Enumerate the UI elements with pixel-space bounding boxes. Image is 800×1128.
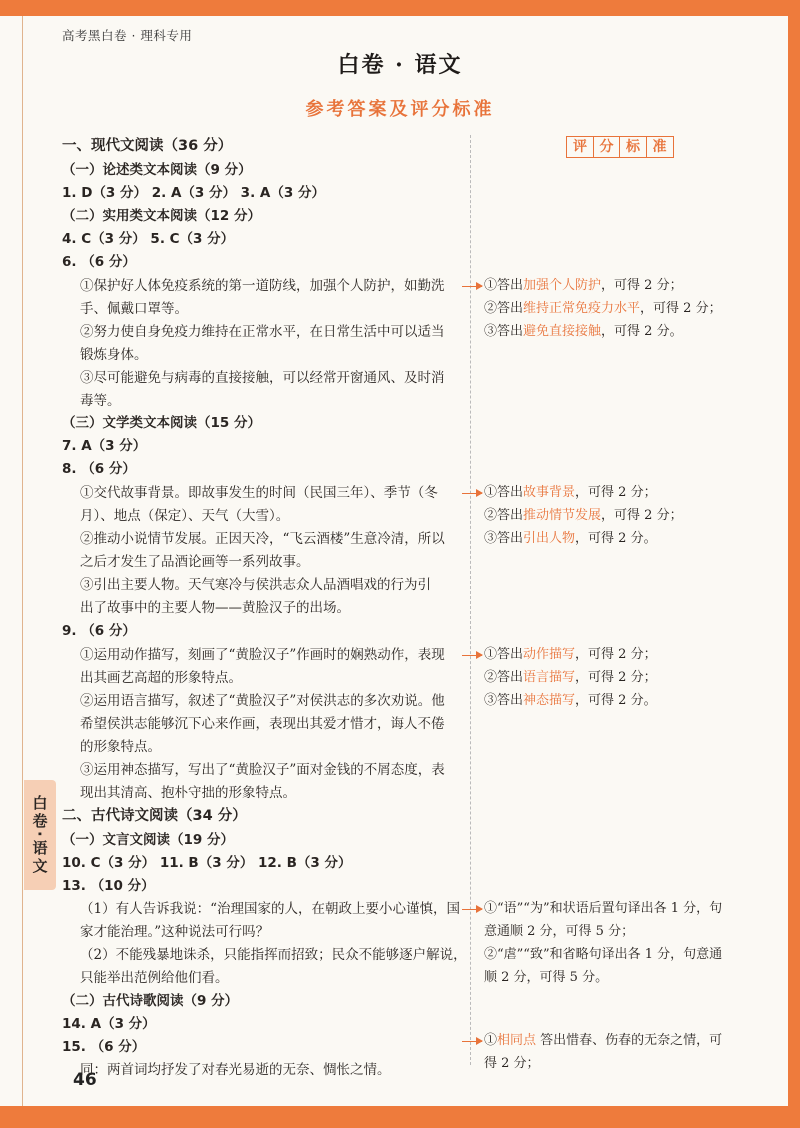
answer-text: 毒等。 bbox=[80, 393, 121, 409]
answer-text: ③尽可能避免与病毒的直接接触，可以经常开窗通风、及时消 bbox=[80, 370, 445, 386]
score-label-char: 分 bbox=[593, 136, 621, 158]
rule-keyword: 推动情节发展 bbox=[523, 508, 602, 523]
rule-suffix: 答出惜春、伤春的无奈之情，可 bbox=[536, 1033, 723, 1048]
answer-text: 锻炼身体。 bbox=[80, 347, 148, 363]
score-rule bbox=[484, 668, 657, 688]
subsection-heading: （一）论述类文本阅读（9 分） bbox=[62, 162, 252, 178]
score-rule bbox=[484, 645, 657, 665]
rule-keyword: 故事背景 bbox=[523, 485, 576, 500]
rule-prefix: ②答出 bbox=[484, 301, 524, 316]
link-arrow bbox=[462, 1041, 482, 1042]
score-rule bbox=[484, 322, 683, 342]
question-number: 8. （6 分） bbox=[62, 461, 136, 477]
rule-prefix: ②答出 bbox=[484, 670, 524, 685]
score-label-char: 评 bbox=[566, 136, 594, 158]
page-title: 白卷 · 语文 bbox=[337, 52, 463, 78]
answer-line: 4. C（3 分） 5. C（3 分） bbox=[62, 231, 235, 247]
column-divider bbox=[470, 135, 471, 1065]
score-rule bbox=[484, 276, 683, 296]
right-color-bar bbox=[788, 0, 800, 1128]
score-label-char: 标 bbox=[619, 136, 647, 158]
rule-suffix: ，可得 2 分。 bbox=[601, 324, 683, 339]
answer-text: 只能举出范例给他们看。 bbox=[80, 970, 229, 986]
score-rule bbox=[484, 483, 657, 503]
subsection-heading: （二）古代诗歌阅读（9 分） bbox=[62, 993, 239, 1009]
question-number: 13. （10 分） bbox=[62, 878, 155, 894]
answer-text: （1）有人告诉我说：“治理国家的人，在朝政上要小心谨慎，国 bbox=[80, 901, 460, 917]
link-arrow bbox=[462, 286, 482, 287]
rule-text: ①“语”“为”和状语后置句译出各 1 分，句 bbox=[484, 901, 723, 916]
link-arrow bbox=[462, 909, 482, 910]
rule-prefix: ③答出 bbox=[484, 324, 524, 339]
answer-text: 月）、地点（保定）、天气（大雪）。 bbox=[80, 508, 290, 524]
rule-keyword: 语言描写 bbox=[523, 670, 576, 685]
rule-text: 顺 2 分，可得 5 分。 bbox=[484, 970, 609, 985]
page-subtitle: 参考答案及评分标准 bbox=[305, 99, 495, 120]
question-number: 6. （6 分） bbox=[62, 254, 136, 270]
rule-prefix: ③答出 bbox=[484, 693, 524, 708]
score-rule bbox=[484, 945, 722, 965]
page-number: 46 bbox=[73, 1070, 97, 1090]
answer-text: （2）不能残暴地诛杀，只能指挥而招致；民众不能够逐户解说， bbox=[80, 947, 467, 963]
rule-keyword: 避免直接接触 bbox=[523, 324, 602, 339]
subsection-heading: （一）文言文阅读（19 分） bbox=[62, 832, 234, 848]
series-label: 高考黑白卷 · 理科专用 bbox=[62, 28, 193, 43]
rule-prefix: ① bbox=[484, 1033, 498, 1048]
bottom-color-bar bbox=[0, 1106, 800, 1128]
rule-keyword: 引出人物 bbox=[523, 531, 576, 546]
answer-text: 出了故事中的主要人物——黄脸汉子的出场。 bbox=[80, 600, 350, 616]
rule-suffix: ，可得 2 分； bbox=[601, 508, 683, 523]
link-arrow bbox=[462, 493, 482, 494]
score-rule bbox=[484, 968, 608, 988]
rule-text: 得 2 分； bbox=[484, 1056, 540, 1071]
score-rule bbox=[484, 299, 722, 319]
rule-keyword: 动作描写 bbox=[523, 647, 576, 662]
answer-text: 的形象特点。 bbox=[80, 739, 161, 755]
score-rule bbox=[484, 506, 683, 526]
answer-text: 现出其清高、抱朴守拙的形象特点。 bbox=[80, 785, 296, 801]
rule-suffix: ，可得 2 分； bbox=[575, 647, 657, 662]
link-arrow bbox=[462, 655, 482, 656]
score-rule bbox=[484, 922, 634, 942]
subsection-heading: （二）实用类文本阅读（12 分） bbox=[62, 208, 261, 224]
answer-text: ①保护好人体免疫系统的第一道防线，加强个人防护，如勤洗 bbox=[80, 278, 445, 294]
rule-prefix: ②答出 bbox=[484, 508, 524, 523]
subsection-heading: （三）文学类文本阅读（15 分） bbox=[62, 415, 261, 431]
score-standard-label bbox=[566, 136, 672, 158]
answer-text: 同：两首词均抒发了对春光易逝的无奈、惆怅之情。 bbox=[80, 1062, 391, 1078]
answer-line: 1. D（3 分） 2. A（3 分） 3. A（3 分） bbox=[62, 185, 325, 201]
rule-prefix: ①答出 bbox=[484, 485, 524, 500]
score-rule bbox=[484, 1054, 540, 1074]
rule-prefix: ①答出 bbox=[484, 278, 524, 293]
score-rule bbox=[484, 691, 657, 711]
rule-keyword: 神态描写 bbox=[523, 693, 576, 708]
question-number: 9. （6 分） bbox=[62, 623, 136, 639]
answer-text: ①交代故事背景。即故事发生的时间（民国三年）、季节（冬 bbox=[80, 485, 438, 501]
rule-prefix: ①答出 bbox=[484, 647, 524, 662]
score-label-char: 准 bbox=[646, 136, 674, 158]
score-rule bbox=[484, 899, 722, 919]
rule-suffix: ，可得 2 分。 bbox=[575, 531, 657, 546]
answer-text: 之后才发生了品酒论画等一系列故事。 bbox=[80, 554, 310, 570]
answer-text: 出其画艺高超的形象特点。 bbox=[80, 670, 242, 686]
rule-keyword: 相同点 bbox=[497, 1033, 537, 1048]
score-rule bbox=[484, 1031, 722, 1051]
answer-text: 希望侯洪志能够沉下心来作画，表现出其爱才惜才，诲人不倦 bbox=[80, 716, 445, 732]
rule-text: ②“虐”“致”和省略句译出各 1 分，句意通 bbox=[484, 947, 723, 962]
answer-text: ③引出主要人物。天气寒冷与侯洪志众人品酒唱戏的行为引 bbox=[80, 577, 431, 593]
answer-line: 14. A（3 分） bbox=[62, 1016, 156, 1032]
answer-line: 10. C（3 分） 11. B（3 分） 12. B（3 分） bbox=[62, 855, 352, 871]
answer-text: ②推动小说情节发展。正因天冷，“飞云酒楼”生意冷清，所以 bbox=[80, 531, 445, 547]
rule-text: 意通顺 2 分，可得 5 分； bbox=[484, 924, 635, 939]
top-color-bar bbox=[0, 0, 800, 16]
rule-suffix: ，可得 2 分； bbox=[640, 301, 722, 316]
answer-line: 7. A（3 分） bbox=[62, 438, 147, 454]
rule-keyword: 加强个人防护 bbox=[523, 278, 602, 293]
answer-text: ③运用神态描写，写出了“黄脸汉子”面对金钱的不屑态度，表 bbox=[80, 762, 445, 778]
rule-prefix: ③答出 bbox=[484, 531, 524, 546]
rule-suffix: ，可得 2 分； bbox=[575, 670, 657, 685]
answer-text: ①运用动作描写，刻画了“黄脸汉子”作画时的娴熟动作，表现 bbox=[80, 647, 445, 663]
score-rule bbox=[484, 529, 657, 549]
side-tab bbox=[24, 780, 56, 890]
answer-text: ②运用语言描写，叙述了“黄脸汉子”对侯洪志的多次劝说。他 bbox=[80, 693, 445, 709]
rule-keyword: 维持正常免疫力水平 bbox=[523, 301, 641, 316]
rule-suffix: ，可得 2 分； bbox=[575, 485, 657, 500]
answer-text: 家才能治理。”这种说法可行吗？ bbox=[80, 924, 270, 940]
rule-suffix: ，可得 2 分； bbox=[601, 278, 683, 293]
answer-text: ②努力使自身免疫力维持在正常水平，在日常生活中可以适当 bbox=[80, 324, 445, 340]
section-heading: 一、现代文阅读（36 分） bbox=[62, 138, 233, 154]
section-heading: 二、古代诗文阅读（34 分） bbox=[62, 808, 247, 824]
binding-line bbox=[22, 16, 23, 1106]
side-tab-text: 白卷·语文 bbox=[30, 794, 49, 876]
answer-text: 手、佩戴口罩等。 bbox=[80, 301, 188, 317]
rule-suffix: ，可得 2 分。 bbox=[575, 693, 657, 708]
question-number: 15. （6 分） bbox=[62, 1039, 146, 1055]
